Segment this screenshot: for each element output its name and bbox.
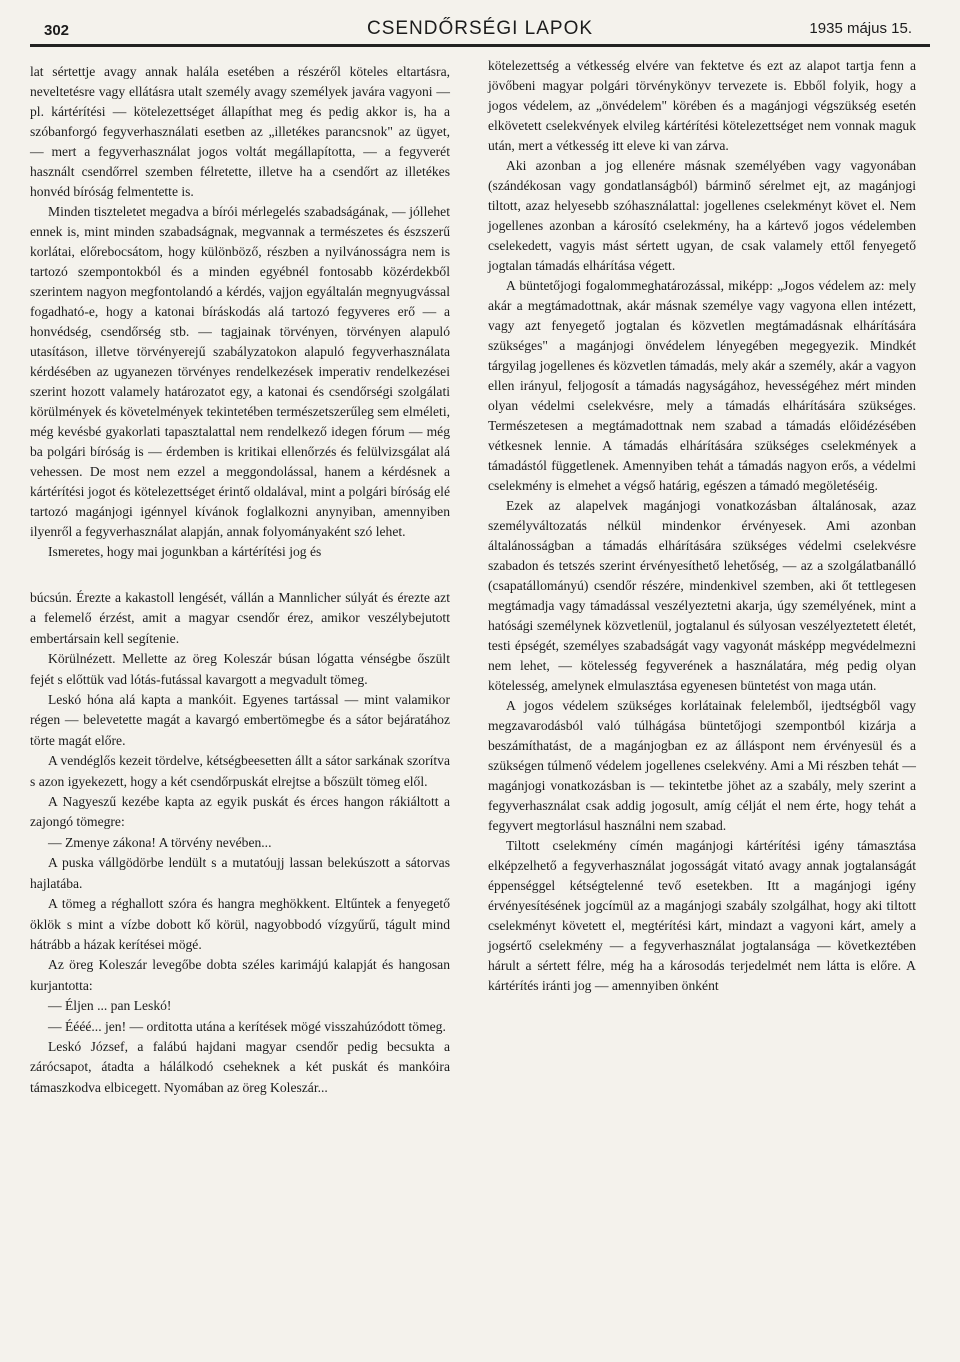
- paragraph: — Éljen ... pan Leskó!: [48, 998, 172, 1014]
- text-columns: [30, 58, 930, 1362]
- paragraph: Leskó József, a falábú hajdani magyar csendőr pedig becsukta a zárócsapot, átadta a hálálkodó cseheknek a két puskát és mankóira támaszkodva elbicegett. Nyomában az öreg Koleszár...: [30, 1038, 450, 1095]
- paragraph: lat sértettje avagy annak halála esetében a részéről köteles eltartásra, neveltetésre vagy ellátásra utalt személy avagy személyek javára vagyoni — pl. kártérítési — kötelezettséget állapíthat meg és pedig akkor is, ha a szóbanforgó fegyverhasználati esetben az „illetékes parancsnok" az ügyet, — mert a fegyverhasználat jogos voltát megállapította, — a fegyverét használt csendőrrel szemben félretette, illetve ha a csendőrt az illetékes honvéd bíróság felmentette is.: [30, 64, 450, 199]
- paragraph: Minden tiszteletet megadva a bírói mérlegelés szabadságának, — jóllehet ennek is, mint minden szabadságnak, megvannak a természetes és észszerű korlátai, előrebocsátom, hogy különböző, részben a nyilvánosságra nem is tartozó szempontokból és a minden egyébnél fontosabb közérdekből szerintem nagyon megfontolandó a kérdés, vajjon egyáltalán megnyugvással fogadható-e, hogy a katonai bíráskodás alá tartozó fegyveres erő — a honvédség, csendőrség stb. — tagjainak törvényen, törvényen alapuló utasításon, illetve törvényerejű szabályzatokon alapuló fegyverhasználata kérdésében az ugyanezen törvényes rendelkezések imperativ rendelkezései szerint hozott valamely határozatot egy, a katonai és csendőrségi szolgálati körülmények és követelmények tekintetében természetszerűleg sem elméleti, még kevésbé gyakorlati tapasztalattal nem rendelkező idegen fórum — még ba polgári bíróság is — érdemben is kritikai ellenőrzés és felülvizsgálat alá vehessen. De most nem ezzel a meggondolással, hanem a kérdésnek a kártérítési jogot és kötelezettséget érintő oldalával, mint a polgári bíróság elé tartozó magánjogi igénnyel kívánok foglalkozni anynyiban, amennyiben ilyenről a fegyverhasználat alapján, annak folyományaként szó lehet.: [30, 204, 450, 539]
- paragraph: A büntetőjogi fogalommeghatározással, miképp: „Jogos védelem az: mely akár a megtámadottnak, akár másnak személye vagy vagyona ellen intézett, vagy azt fenyegető jogtalan és közvetlen megtámadásnak elhárítására szükséges" a magánjogi önvédelem lényegében megegyezik. Mindkét tárgyilag jogellenes és közvetlen támadás, mely akár a személy, akár a vagyon ellen irányul, feljogosít a támadás nagyságához, hevességéhez mért minden olyan védelmi cselekvésre, mely a támadás elhárítására szükséges. Természetesen a megtámadottnak nem szabad a támadás előidézésében vétkesnek lennie. A támadás elhárítására szükséges cselekmények a támadástól függetlenek. Amennyiben tehát a támadás nagyon erős, a védelmi cselekmény is elmehet a végső határig, egészen a támadó megöletéséig.: [488, 278, 916, 493]
- right-column: [488, 56, 916, 996]
- column-break: [30, 562, 450, 588]
- paragraph: Leskó hóna alá kapta a mankóit. Egyenes tartással — mint valamikor régen — belevetette magát a kavargó embertömegbe és a sátor bejáratához törte magát előre.: [30, 692, 450, 748]
- paragraph: Aki azonban a jog ellenére másnak személyében vagy vagyonában (szándékosan vagy gondatlanságból) bárminő sérelmet ejt, az magánjogi tiltott, azaz helyesebb szóhasználattal: jogellenes cselekményt követ el. Nem jogellenes azonban a károsító cselekmény, ha a kártevő jogos védelemben cselekedett, vagyis mást sértett ugyan, de csak valamely ettől fenyegető jogtalan támadás elhárítása végett.: [488, 158, 916, 273]
- issue-date: 1935 május 15.: [809, 20, 912, 37]
- paragraph: A puska vállgödörbe lendült s a mutatóujj lassan belekúszott a sátorvas hajlatába.: [30, 855, 450, 891]
- paragraph: A Nagyeszű kezébe kapta az egyik puskát és érces hangon rákiáltott a zajongó tömegre:: [30, 794, 450, 830]
- paragraph: Tiltott cselekmény címén magánjogi kártérítési igény támasztása elképzelhető a fegyverhasználat jogosságát vitató avagy annak jogtalanságát éppenséggel kétségtelenné tevő esetekben. Itt a magánjogi igény érvényesítésének jogcímül az a magánjogi szabály szolgálhat, hogy aki tiltott cselekményt követett el, megtérítési kárt, mindazt a vagyoni kárt, amely a jogsértő cselekmény — a fegyverhasználat jogtalansága — következtében hárult a sértett félre, még ha a károsodás terjedelmét nem látta is előre. A kártérítés iránti jog — amennyiben önként: [488, 838, 916, 993]
- left-column: [30, 62, 450, 1098]
- paragraph: A tömeg a réghallott szóra és hangra meghökkent. Eltűntek a fenyegető öklök s mint a vízbe dobott kő körül, nagyobbodó vízgyűrű, tágult mind hátrább a házak kerítései mögé.: [30, 896, 450, 952]
- page-number: 302: [44, 22, 70, 39]
- paragraph: Ezek az alapelvek magánjogi vonatkozásban általánosak, azaz személyváltozatás nélkül mindenkor érvényesek. Ami azonban általánosságban a támadás elhárítására szükséges védelmi cselekvésre szabadon és tetszés szerint érvényesíthető lehetőség, — az a szolgálatbanálló (csapatállományú) csendőr részére, mindenkivel szemben, aki őt tettlegesen megtámadja vagy támadással veszélyeztetni akarja, úgy személyének, mint a hatósági személynek közvetlenül, jogtalanul és súlyosan veszélyeztetett életét, testi épségét, személyes szabadságát vagy vagyonát másképp megvédelmezni nem lehet, — kötelesség fegyverének a használatára, még pedig olyan kötelesség, amelynek elmulasztása egyenesen büntetést von maga után.: [488, 498, 916, 693]
- paragraph: Körülnézett. Mellette az öreg Koleszár búsan lógatta vénségbe őszült fejét s előttük vad lótás-futással kavargott a megvadult tömeg.: [30, 651, 450, 687]
- paragraph: búcsún. Érezte a kakastoll lengését, vállán a Mannlicher súlyát és érezte azt a felemelő érzést, amit a magyar csendőr érez, amikor veszélybejutott embertársain kell segítenie.: [30, 590, 450, 646]
- paragraph: Az öreg Koleszár levegőbe dobta széles karimájú kalapját és hangosan kurjantotta:: [30, 957, 450, 993]
- page-header: [30, 14, 930, 47]
- paragraph: A jogos védelem szükséges korlátainak felelemből, ijedtségből vagy megzavarodásból való túlhágása büntetőjogi szempontból kizárja a beszámíthatást, de a magánjogban ez az álláspont nem érvényesül és a szükségen túlmenő védelem jogellenes cselekvény. Ami a Mi részben tehát — magánjogi vonatkozásban is — tekintetbe jöhet az a szabály, mely szerint a fegyverhasználat csak addig jogosult, amíg célját el nem érte, hogy tehát a fegyvert megtorlásul használni nem szabad.: [488, 698, 916, 833]
- paragraph: Ismeretes, hogy mai jogunkban a kártérítési jog és: [48, 544, 322, 559]
- paragraph: kötelezettség a vétkesség elvére van fektetve és ezt az alapot tartja fenn a jövőbeni magyar polgári törvénykönyv tervezete is. Ebből folyik, hogy a jogos védelem, az „önvédelem" körében és a magánjogi végszükség esetén elkövetett cselekvények elvileg kártérítési kötelezettséget nem vonnak maguk után, mert a vétkesség itt eleve ki van zárva.: [488, 58, 916, 153]
- paragraph: A vendéglős kezeit tördelve, kétségbeesetten állt a sátor sarkának szorítva s azon igyekezett, hogy a két csendőrpuskát elrejtse a bőszült tömeg elől.: [30, 753, 450, 789]
- paragraph: — Zmenye zákona! A törvény nevében...: [48, 834, 272, 850]
- story-section: [30, 588, 450, 1098]
- publication-title: CSENDŐRSÉGI LAPOK: [366, 18, 594, 39]
- paragraph: — Éééé... jen! — orditotta utána a kerítések mögé visszahúzódott tömeg.: [48, 1018, 446, 1034]
